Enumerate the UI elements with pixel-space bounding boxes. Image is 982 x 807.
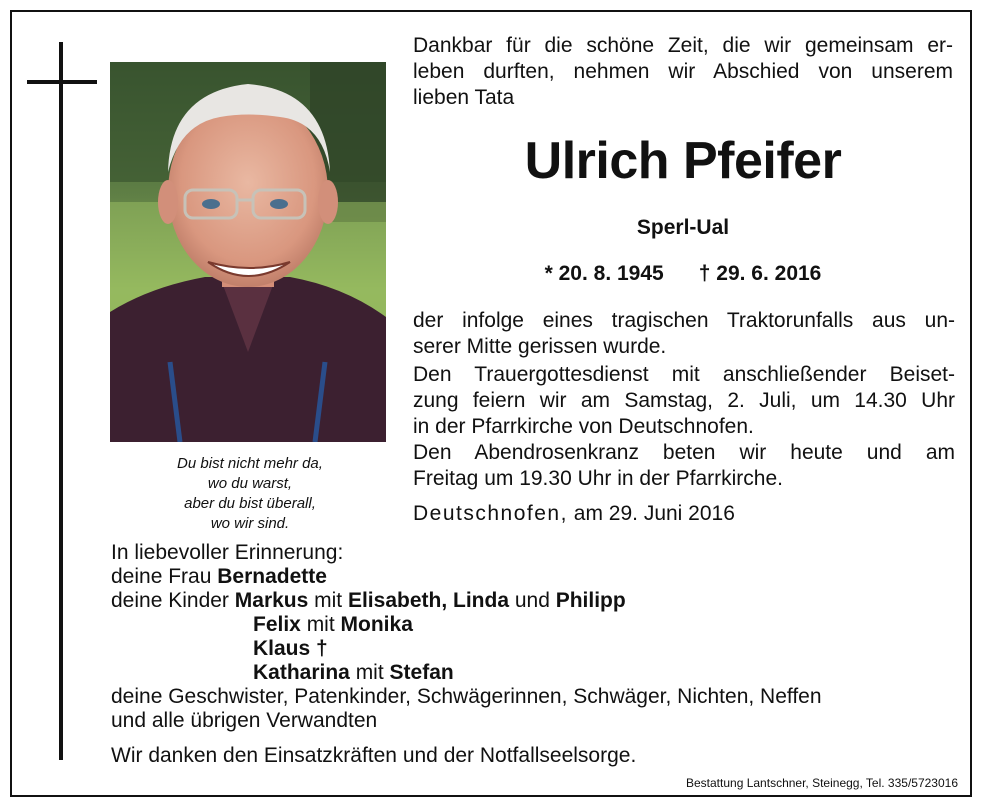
partner-name: Monika — [340, 613, 413, 636]
life-dates — [413, 260, 953, 288]
body-line: serer Mitte gerissen wurde. — [413, 335, 667, 358]
quote-line: wo wir sind. — [210, 515, 290, 532]
body-line: zung feiern wir am Samstag, 2. Juli, um 14.30 Uhr — [413, 389, 955, 412]
deceased-nickname: Sperl-Ual — [636, 216, 730, 239]
connector-text: mit — [300, 613, 341, 636]
death-date: † 29. 6. 2016 — [698, 262, 822, 285]
portrait-photo — [110, 62, 386, 442]
memorial-quote — [140, 454, 360, 534]
place-town: Deutschnofen, — [413, 502, 568, 525]
family-heading: In liebevoller Erinnerung: — [111, 541, 344, 564]
deceased-name: Ulrich Pfeifer — [524, 132, 842, 190]
child-name: Klaus † — [253, 637, 328, 660]
family-label: deine Kinder — [111, 589, 235, 612]
family-list — [111, 541, 951, 733]
quote-line: aber du bist überall, — [184, 495, 316, 512]
family-child-row — [111, 613, 951, 637]
intro-text — [413, 33, 953, 111]
family-child-row — [111, 661, 951, 685]
family-wife-row — [111, 565, 951, 589]
partner-name: Elisabeth, Linda — [347, 589, 509, 612]
wife-name: Bernadette — [217, 565, 327, 588]
family-child-row — [111, 637, 951, 661]
intro-line: leben durften, nehmen wir Abschied von unserem — [413, 60, 953, 83]
connector-text: und — [509, 589, 556, 612]
quote-line: Du bist nicht mehr da, — [177, 455, 323, 472]
child-name: Felix — [253, 613, 301, 636]
announcement-body — [413, 308, 955, 494]
body-line: in der Pfarrkirche von Deutschnofen. — [413, 415, 754, 438]
family-children-row — [111, 589, 951, 613]
funeral-home-info: Bestattung Lantschner, Steinegg, Tel. 335/5723016 — [686, 776, 958, 790]
family-label: deine Frau — [111, 565, 218, 588]
child-name: Katharina — [253, 661, 350, 684]
intro-line: lieben Tata — [413, 86, 515, 109]
intro-line: Dankbar für die schöne Zeit, die wir gemeinsam er- — [413, 34, 953, 57]
body-line: Freitag um 19.30 Uhr in der Pfarrkirche. — [413, 467, 783, 490]
body-line: Den Trauergottesdienst mit anschließender Beiset- — [413, 363, 955, 386]
partner-name: Stefan — [389, 661, 454, 684]
body-line: Den Abendrosenkranz beten wir heute und am — [413, 441, 955, 464]
connector-text: mit — [308, 589, 348, 612]
relatives-line: und alle übrigen Verwandten — [111, 709, 378, 732]
thanks-text: Wir danken den Einsatzkräften und der Notfallseelsorge. — [111, 744, 637, 767]
body-line: der infolge eines tragischen Traktorunfalls aus un- — [413, 309, 955, 332]
birth-date: * 20. 8. 1945 — [544, 262, 664, 285]
grandchild-name: Philipp — [555, 589, 626, 612]
child-name: Markus — [234, 589, 309, 612]
place-date — [413, 500, 735, 528]
quote-line: wo du warst, — [207, 475, 293, 492]
announcement-date: am 29. Juni 2016 — [573, 502, 735, 525]
relatives-line: deine Geschwister, Patenkinder, Schwägerinnen, Schwäger, Nichten, Neffen — [111, 685, 822, 708]
connector-text: mit — [349, 661, 390, 684]
